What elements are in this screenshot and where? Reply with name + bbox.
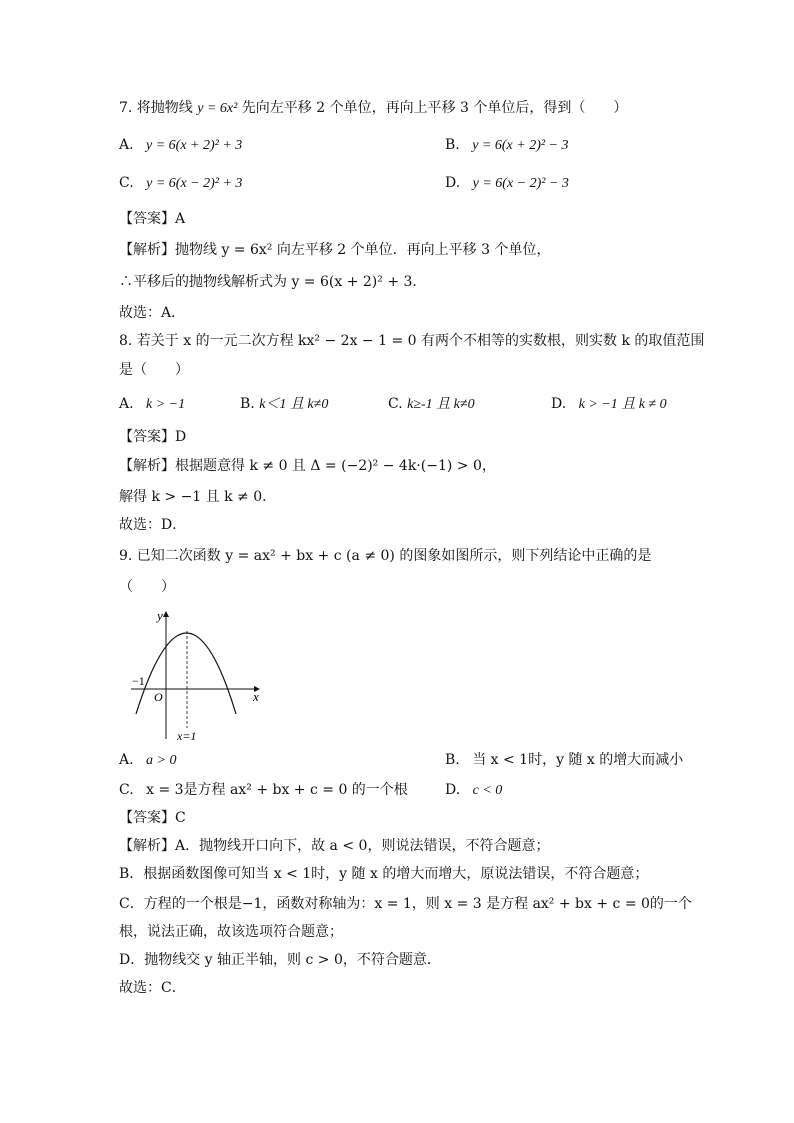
option-expr: k≥-1 且 k≠0 (407, 397, 475, 412)
option-expr: k > −1 (146, 397, 186, 412)
q7-answer: 【答案】A (119, 211, 186, 227)
option-letter: C. (119, 782, 134, 798)
q8-option-b (240, 394, 328, 415)
option-expr: y = 6(x − 2)² − 3 (472, 176, 569, 191)
q7-stem-expr: y = 6x² (197, 101, 238, 116)
q8-stem-1: 8. 若关于 x 的一元二次方程 kx² − 2x − 1 = 0 有两个不相等的实数根，则实数 k 的取值范围 (119, 333, 705, 349)
q9-option-d (445, 780, 502, 801)
q7-analysis-1: 【解析】抛物线 y = 6x² 向左平移 2 个单位．再向上平移 3 个单位， (119, 242, 551, 258)
option-letter: B. (445, 137, 460, 153)
q9-answer: 【答案】C (119, 810, 186, 826)
q8-option-a (119, 394, 185, 415)
q8-choose: 故选：D． (119, 517, 187, 533)
q7-stem-post: 先向左平移 2 个单位，再向上平移 3 个单位后，得到（ ） (241, 100, 628, 116)
q8-option-d (551, 394, 667, 415)
option-expr: 当 x < 1时，y 随 x 的增大而减小 (472, 752, 684, 768)
option-expr: x = 3是方程 ax² + bx + c = 0 的一个根 (146, 782, 408, 798)
q7-choose: 故选：A． (119, 305, 186, 321)
parabola-curve (136, 633, 236, 714)
option-letter: A. (119, 137, 134, 153)
parabola-graph (119, 604, 269, 744)
q7-stem-pre: 7. 将抛物线 (119, 100, 193, 116)
option-letter: B. (240, 396, 255, 412)
q9-analysis-2: B．根据函数图像可知当 x < 1时，y 随 x 的增大而增大，原说法错误，不符合题意； (119, 866, 649, 882)
q9-choose: 故选：C． (119, 980, 186, 996)
q7-option-b (445, 135, 569, 156)
q9-stem-1: 9. 已知二次函数 y = ax² + bx + c (a ≠ 0) 的图象如图所示，则下列结论中正确的是 (119, 548, 652, 564)
q7-option-d (445, 173, 569, 194)
option-letter: D. (445, 175, 461, 191)
origin-label: O (154, 690, 163, 704)
q8-analysis-1: 【解析】根据题意得 k ≠ 0 且 Δ = (−2)² − 4k·(−1) > 0， (119, 458, 496, 474)
option-expr: y = 6(x + 2)² + 3 (146, 138, 243, 153)
option-letter: D. (551, 396, 567, 412)
q9-analysis-5: D．抛物线交 y 轴正半轴，则 c > 0，不符合题意． (119, 952, 441, 968)
option-letter: A. (119, 752, 134, 768)
q8-option-c (388, 394, 475, 415)
option-letter: A. (119, 396, 134, 412)
option-expr: c < 0 (472, 783, 503, 798)
symmetry-axis-label: x=1 (177, 729, 197, 743)
option-letter: C. (388, 396, 403, 412)
option-expr: k > −1 且 k ≠ 0 (578, 397, 667, 412)
option-expr: a > 0 (146, 753, 177, 768)
q9-stem-2: （ ） (119, 579, 175, 595)
option-expr: k＜1 且 k≠0 (259, 397, 329, 412)
q8-analysis-2: 解得 k > −1 且 k ≠ 0． (119, 489, 277, 505)
q7-analysis-2: ∴平移后的抛物线解析式为 y = 6(x + 2)² + 3． (119, 274, 427, 290)
y-axis-label: y (157, 608, 163, 623)
option-letter: B. (445, 752, 460, 768)
q8-stem-2: 是（ ） (119, 362, 189, 378)
q9-option-b (445, 750, 683, 770)
q8-answer: 【答案】D (119, 429, 187, 445)
q7-option-a (119, 135, 242, 156)
option-letter: D. (445, 782, 461, 798)
option-expr: y = 6(x − 2)² + 3 (146, 176, 243, 191)
q9-analysis-4: 根，说法正确，故该选项符合题意； (119, 924, 343, 940)
option-expr: y = 6(x + 2)² − 3 (472, 138, 569, 153)
x-axis-label: x (253, 689, 259, 704)
q7-stem (119, 98, 627, 119)
option-letter: C. (119, 175, 134, 191)
q7-option-c (119, 173, 242, 194)
q9-analysis-1: 【解析】A．抛物线开口向下，故 a < 0，则说法错误，不符合题意； (119, 838, 550, 854)
q9-analysis-3: C．方程的一个根是−1，函数对称轴为：x = 1，则 x = 3 是方程 ax² + bx + c = 0的一个 (119, 896, 692, 912)
q9-option-a (119, 750, 176, 771)
q9-option-c (119, 780, 408, 800)
neg-one-label: −1 (132, 674, 145, 688)
